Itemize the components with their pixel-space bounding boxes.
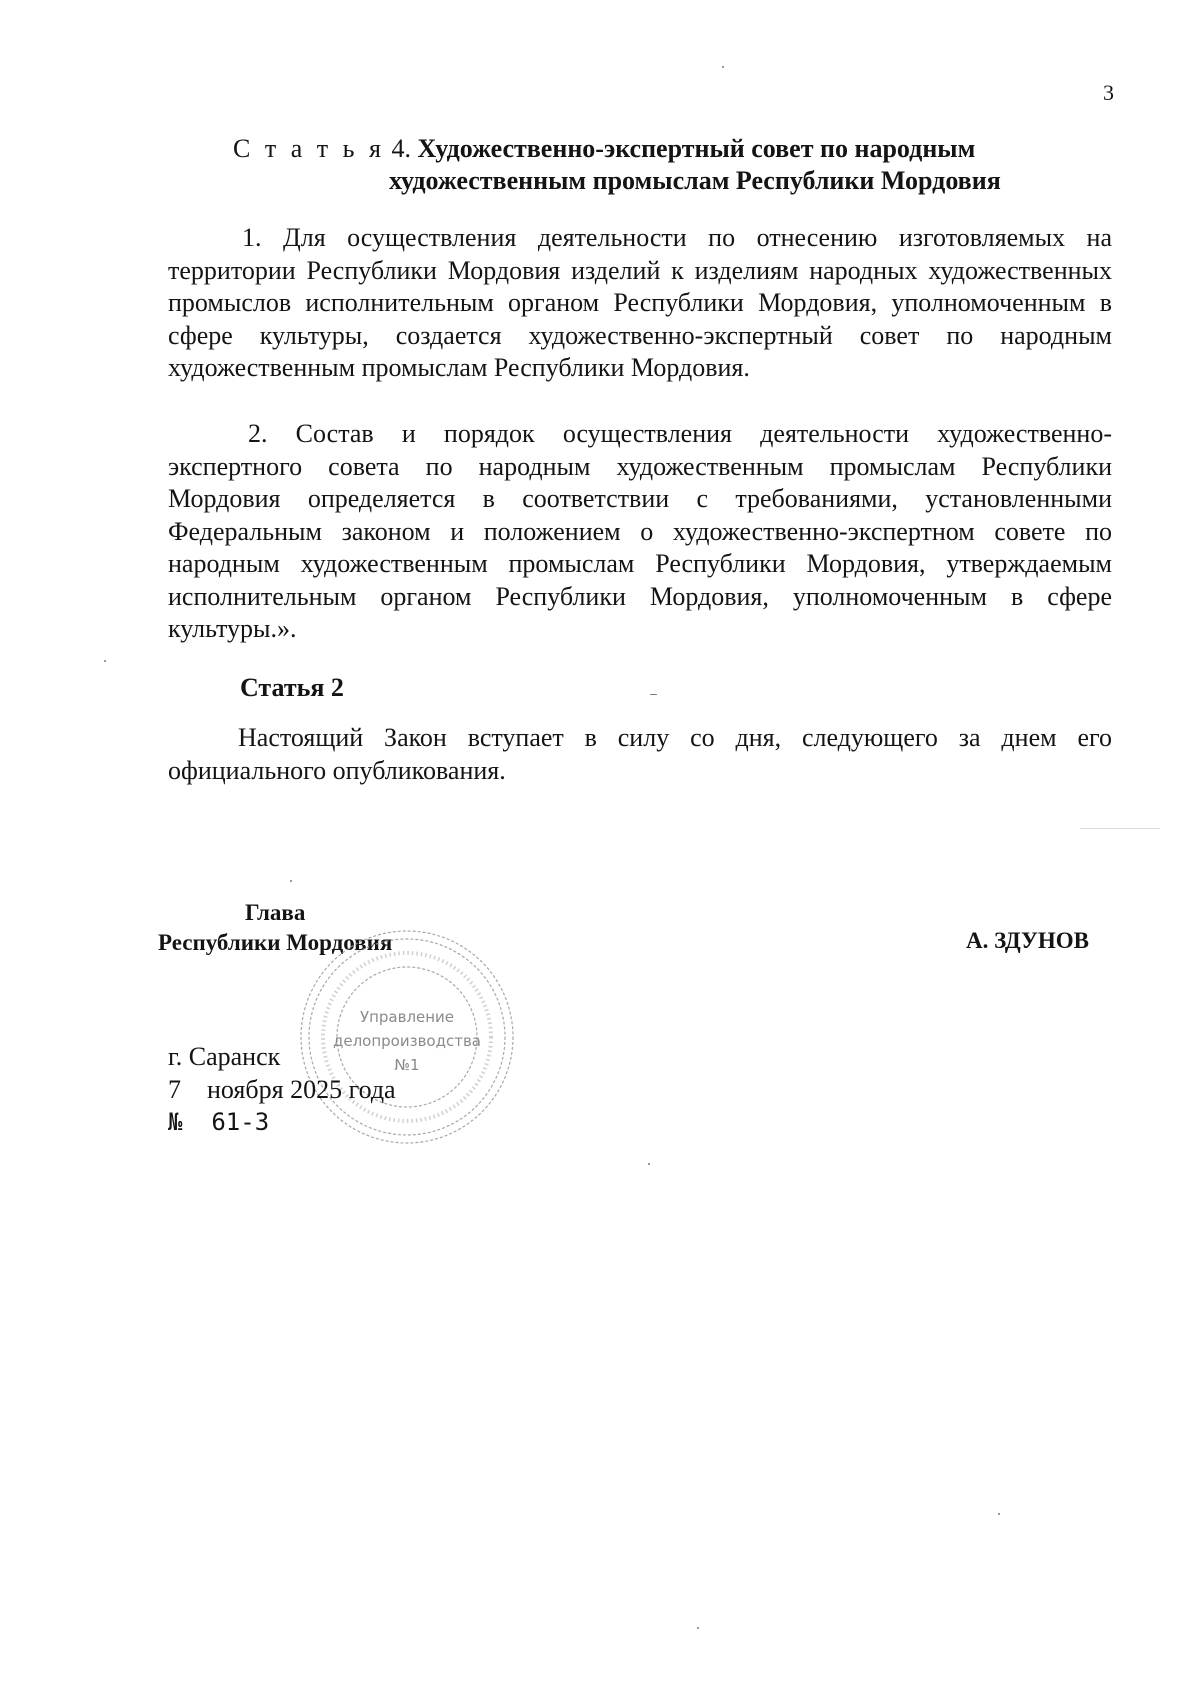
scan-speck [290,880,292,882]
stamp-line-3: №1 [394,1056,420,1074]
article-4-heading [233,133,1093,197]
scan-speck [650,694,657,695]
article-2-heading: Статья 2 [240,673,344,702]
article-label: С т а т ь я [233,134,385,163]
scan-speck [104,660,106,662]
stamp-line-1: Управление [359,1008,455,1026]
city: г. Саранск [168,1042,281,1071]
scan-speck [722,66,724,68]
scan-speck [1080,828,1160,829]
scan-speck [697,1627,699,1629]
date: 7 ноября 2025 года [168,1075,396,1104]
article-4-paragraph-2: 2. Состав и порядок осуществления деятельности художественно-экспертного совета по народным художественным промыслам Республики Мордовия определяется в соответствии с требованиями, установленными Федеральным законом и положением о художественно-экспертном совете по народным художественным промыслам Республики Мордовия, утверждаемым исполнительным органом Республики Мордовия, уполномоченным в сфере культуры.». [168,419,1112,643]
signatory-name: А. ЗДУНОВ [966,928,1089,953]
law-number: № 61-З [168,1108,270,1136]
article-4-paragraph-1: 1. Для осуществления деятельности по отнесению изготовляемых на территории Республики Мордовия изделий к изделиям народных художественных промыслов исполнительным органом Республики Мордовия, уполномоченным в сфере культуры, создается художественно-экспертный совет по народным художественным промыслам Республики Мордовия. [168,223,1112,382]
article-title-line2: художественным промыслам Республики Мордовия [389,166,1001,195]
scan-speck [648,1163,650,1165]
signatory-position-line1: Глава [244,900,306,925]
place-and-date [168,1040,396,1139]
article-title-line1: Художественно-экспертный совет по народным [417,134,976,163]
stamp-line-2: делопроизводства [332,1032,482,1050]
signatory-position-line2: Республики Мордовия [158,930,393,955]
page-number: 3 [1103,80,1114,105]
scan-speck [998,1513,1000,1515]
article-number: 4. [391,134,411,163]
article-2-text: Настоящий Закон вступает в силу со дня, следующего за днем его официального опубликования. [168,723,1112,785]
